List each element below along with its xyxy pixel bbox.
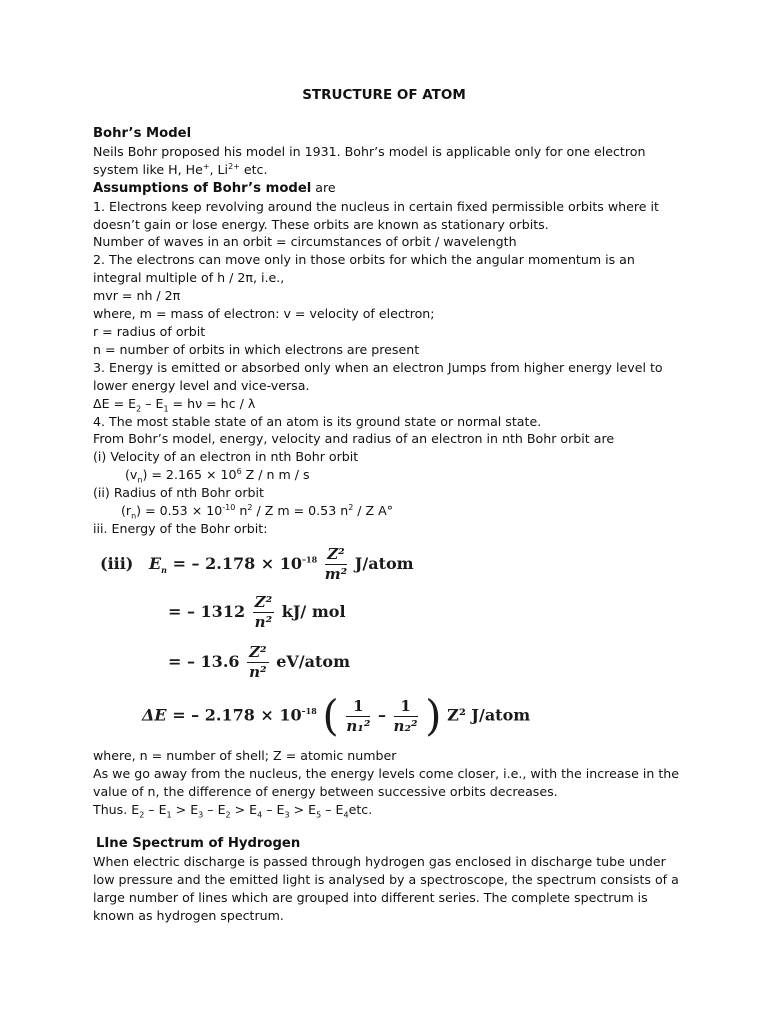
page-title: STRUCTURE OF ATOM	[302, 87, 466, 103]
energy-equation-1: (iii) $E_n$ = – $2.178 \times 10^{-18}$ $\frac{\text{Z²}}{\text{m²}}$ J/atom	[100, 545, 414, 583]
postulate-1-line-1: 1. Electrons keep revolving around the nucleus in certain fixed permissible orbits where it	[93, 198, 659, 214]
spectrum-line-3: large number of lines which are grouped into different series. The complete spectrum is	[93, 889, 648, 905]
bohr-heading: Bohr’s Model	[93, 126, 192, 141]
spectrum-line-1: When electric discharge is passed through hydrogen gas enclosed in discharge tube under	[93, 853, 666, 869]
radius-equation: $(r_n) = 0.53 \times 10^{-10}$ $n^2$ / Z m = 0.53 $n^2$ / Z A°	[121, 502, 394, 521]
postulate-2-where: where, m = mass of electron: v = velocity of electron;	[93, 306, 435, 322]
postulate-4: 4. The most stable state of an atom is its ground state or normal state.	[93, 413, 542, 429]
spectrum-line-4: known as hydrogen spectrum.	[93, 907, 284, 923]
bohr-intro-line-1: Neils Bohr proposed his model in 1931. Bohr’s model is applicable only for one electron	[93, 143, 646, 159]
postulate-1-line-2: doesn’t gain or lose energy. These orbits are known as stationary orbits.	[93, 216, 549, 232]
postulate-1-line-3: Number of waves in an orbit = circumstances of orbit / wavelength	[93, 234, 517, 250]
energy-equation-3: = – 13.6 $\frac{\text{Z²}}{\text{n²}}$ eV/atom	[168, 643, 350, 681]
spectrum-line-2: low pressure and the emitted light is analysed by a spectroscope, the spectrum consists of a	[93, 871, 679, 887]
spectrum-heading: LIne Spectrum of Hydrogen	[96, 836, 301, 851]
energy-levels-line-2: value of n, the difference of energy between successive orbits decreases.	[93, 783, 558, 799]
energy-inequality: Thus. $E_2 - E_1 > E_3 - E_2 > E_4 - E_3 > E_5 - E_4etc$.	[93, 801, 373, 820]
postulate-2-radius: r = radius of orbit	[93, 323, 206, 339]
energy-levels-line-1: As we go away from the nucleus, the energy levels come closer, i.e., with the increase in the	[93, 765, 680, 781]
energy-formula-block	[96, 535, 531, 750]
postulate-2-line-2: integral multiple of h / 2π, i.e.,	[93, 270, 285, 286]
postulate-3-line-1: 3. Energy is emitted or absorbed only when an electron Jumps from higher energy level to	[93, 359, 663, 375]
velocity-equation: $(v_n) = 2.165 \times 10^6$ Z / n m / s	[125, 467, 310, 485]
radius-heading: (ii) Radius of nth Bohr orbit	[93, 485, 264, 501]
bohr-section	[93, 125, 683, 538]
shell-definition: where, n = number of shell; Z = atomic number	[93, 748, 397, 763]
energy-equation-4: ΔE = – $2.178 \times 10^{-18}$ ( $\frac{1}{\text{n₁²}}$ – $\frac{1}{\text{n₂²}}$ ) Z² J/atom	[142, 691, 531, 740]
bohr-intro-line-2: system like H, He+, $Li^{2+}$ etc.	[93, 161, 268, 177]
postulate-3-line-2: lower energy level and vice-versa.	[93, 377, 310, 393]
postulate-2-line-1: 2. The electrons can move only in those orbits for which the angular momentum is an	[93, 252, 635, 268]
velocity-heading: (i) Velocity of an electron in nth Bohr orbit	[93, 449, 359, 465]
postulate-2-orbits: n = number of orbits in which electrons are present	[93, 341, 420, 357]
angular-momentum-equation: mvr = nh / 2π	[93, 288, 181, 304]
energy-heading: iii. Energy of the Bohr orbit:	[93, 520, 268, 536]
energy-equation-2: = – 1312 $\frac{\text{Z²}}{\text{n²}}$ kJ/ mol	[168, 593, 346, 631]
spectrum-section	[93, 835, 683, 925]
energy-notes	[93, 747, 683, 819]
energy-difference-equation: $\Delta E = E_2 - E_1 = h\nu$ = hc / λ	[93, 395, 256, 414]
assumptions-heading: Assumptions of Bohr’s model are	[93, 179, 336, 196]
bohr-orbit-intro: From Bohr’s model, energy, velocity and radius of an electron in nth Bohr orbit are	[93, 431, 615, 447]
